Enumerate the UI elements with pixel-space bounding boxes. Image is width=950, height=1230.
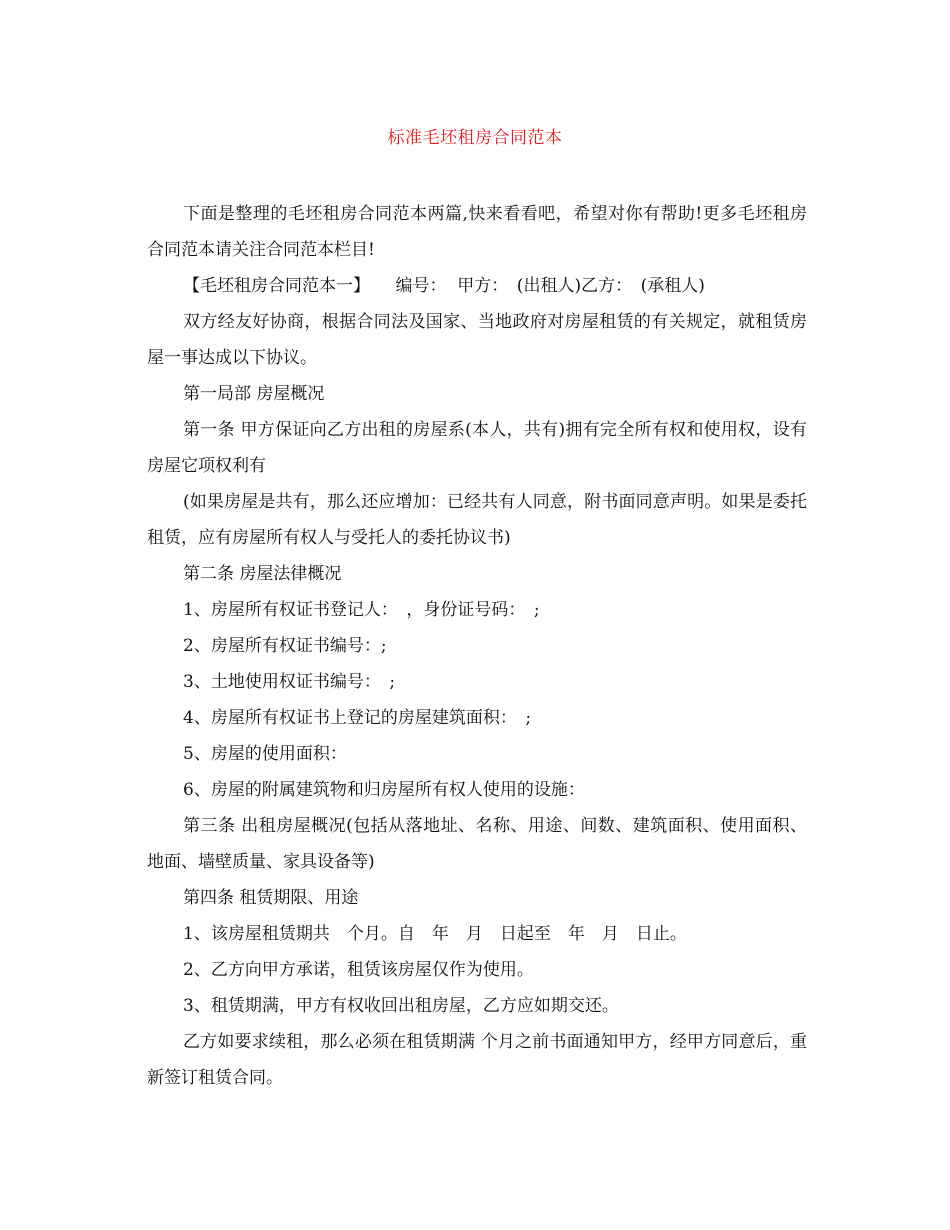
paragraph-agreement: 双方经友好协商，根据合同法及国家、当地政府对房屋租赁的有关规定，就租赁房屋一事达成以下协议。 [147,312,807,368]
list-item: 1、房屋所有权证书登记人： ，身份证号码： ; [183,600,540,620]
paragraph-contract-header: 【毛坯租房合同范本一】 编号： 甲方： (出租人)乙方： (承租人) [183,276,705,296]
article-two-heading: 第二条 房屋法律概况 [183,564,342,584]
paragraph-renewal: 乙方如要求续租，那么必须在租赁期满 个月之前书面通知甲方，经甲方同意后，重新签订租赁合同。 [147,1032,807,1088]
article-three: 第三条 出租房屋概况(包括从落地址、名称、用途、间数、建筑面积、使用面积、地面、墙壁质量、家具设备等) [147,816,807,872]
article-four-heading: 第四条 租赁期限、用途 [183,888,359,908]
list-item: 4、房屋所有权证书上登记的房屋建筑面积： ; [183,708,532,728]
list-item: 2、房屋所有权证书编号：; [183,636,387,656]
paragraph-intro: 下面是整理的毛坯租房合同范本两篇,快来看看吧，希望对你有帮助!更多毛坯租房合同范本请关注合同范本栏目! [147,204,807,260]
document-body [147,196,807,1096]
list-item: 1、该房屋租赁期共 个月。自 年 月 日起至 年 月 日止。 [183,924,687,944]
list-item: 5、房屋的使用面积： [183,744,347,764]
paragraph-note: (如果房屋是共有，那么还应增加：已经共有人同意，附书面同意声明。如果是委托租赁，应有房屋所有权人与受托人的委托协议书) [147,492,807,548]
article-one: 第一条 甲方保证向乙方出租的房屋系(本人，共有)拥有完全所有权和使用权，设有房屋它项权利有 [147,420,807,476]
list-item: 2、乙方向甲方承诺，租赁该房屋仅作为使用。 [183,960,534,980]
document-title: 标准毛坯租房合同范本 [387,128,563,148]
list-item: 6、房屋的附属建筑物和归房屋所有权人使用的设施： [183,780,585,800]
list-item: 3、租赁期满，甲方有权收回出租房屋，乙方应如期交还。 [183,996,619,1016]
list-item: 3、土地使用权证书编号： ; [183,672,396,692]
section-heading-part-one: 第一局部 房屋概况 [183,384,325,404]
